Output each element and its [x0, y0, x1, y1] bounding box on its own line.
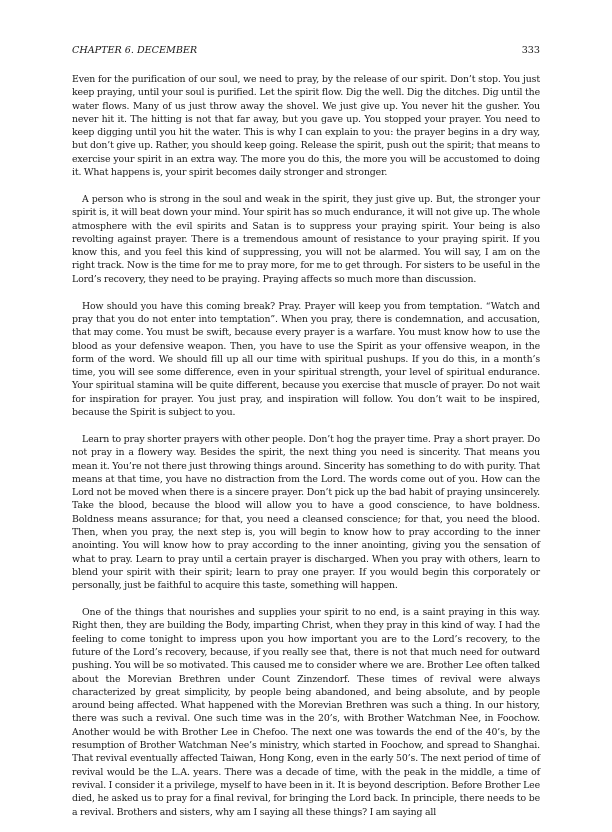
page: [72, 44, 540, 832]
paragraph: A person who is strong in the soul and weak in the spirit, they just give up. But, the stronger your spirit is, it will beat down your mind. Your spirit has so much endurance, it will not give up. The whole atmosphere with the evil spirits and Satan is to suppress your praying spirit. Your being is also revolting against prayer. There is a tremendous amount of resistance to your praying spirit. If you know this, and you feel this kind of suppressing, you will not be alarmed. You will say, I am on the right track. Now is the time for me to pray more, for me to get through. For sisters to be useful in the Lord’s recovery, they need to be praying. Praying affects so much more than discussion.: [72, 193, 540, 285]
chapter-title: CHAPTER 6. DECEMBER: [72, 45, 198, 56]
paragraph: One of the things that nourishes and supplies your spirit to no end, is a saint praying in this way. Right then, they are building the Body, imparting Christ, when they pray in this kind of way. I had the feeling to come tonight to impress upon you how important you are to the Lord’s recovery, to the future of the Lord’s recovery, because, if you really see that, there is not that much need for outward pushing. You will be so motivated. This caused me to consider where we are. Brother Lee often talked about the Morevian Brethren under Count Zinzendorf. These times of revival were always characterized by great simplicity, by people being abandoned, and being absolute, and by people around being affected. What happened with the Morevian Brethren was such a thing. In our history, there was such a revival. One such time was in the 20’s, with Brother Watchman Nee, in Foochow. Another would be with Brother Lee in Chefoo. The next one was towards the end of the 40’s, by the resumption of Brother Watchman Nee’s ministry, which started in Foochow, and spread to Shanghai. That revival eventually affected Taiwan, Hong Kong, even in the early 50’s. The next period of time of revival would be the L.A. years. There was a decade of time, with the peak in the middle, a time of revival. I consider it a privilege, myself to have been in it. It is beyond description. Before Brother Lee died, he asked us to pray for a final revival, for bringing the Lord back. In principle, there needs to be a revival. Brothers and sisters, why am I saying all these things? I am saying all: [72, 607, 540, 818]
page-body: [72, 73, 540, 819]
running-header: [72, 44, 540, 57]
paragraph: Even for the purification of our soul, we need to pray, by the release of our spirit. Don’t stop. You just keep praying, until your soul is purified. Let the spirit flow. Dig the well. Dig the ditches. Dig until the water flows. Many of us just throw away the shovel. We just give up. You never hit the gusher. You never hit it. The hitting is not that far away, but you gave up. You stopped your prayer. You need to keep digging until you hit the water. This is why I can explain to you: the prayer begins in a dry way, but don’t give up. Rather, you should keep going. Release the spirit, push out the spirit; that means to exercise your spirit in an extra way. The more you do this, the more you will be accustomed to doing it. What happens is, your spirit becomes daily stronger and stronger.: [72, 74, 540, 179]
paragraph: How should you have this coming break? Pray. Prayer will keep you from temptation. “Watch and pray that you do not enter into temptation”. When you pray, there is condemnation, and accusation, that may come. You must be swift, because every prayer is a warfare. You must know how to use the blood as your defensive weapon. Then, you have to use the Spirit as your offensive weapon, in the form of the word. We should fill up all our time with spiritual pushups. If you do this, in a month’s time, you will see some difference, even in your spiritual strength, your level of spiritual endurance. Your spiritual stamina will be quite different, because you exercise that muscle of prayer. Do not wait for inspiration for prayer. You just pray, and inspiration will follow. You don’t wait to be inspired, because the Spirit is subject to you.: [72, 300, 540, 419]
paragraph: Learn to pray shorter prayers with other people. Don’t hog the prayer time. Pray a short prayer. Do not pray in a flowery way. Besides the spirit, the next thing you need is sincerity. That means you mean it. You’re not there just throwing things around. Sincerity has something to do with purity. That means at that time, you have no distraction from the Lord. The words come out of you. How can the Lord not be moved when there is a sincere prayer. Don’t pick up the bad habit of praying unsincerely. Take the blood, because the blood will allow you to have a good conscience, to have boldness. Boldness means assurance; for that, you need a cleansed conscience; for that, you need the blood. Then, when you pray, the next step is, you will begin to know how to pray according to the inner anointing. You will know how to pray according to the inner anointing, giving you the sensation of what to pray. Learn to pray until a certain prayer is discharged. When you pray with others, learn to blend your spirit with their spirit; learn to pray one prayer. If you would begin this corporately or personally, just be faithful to acquire this taste, something will happen.: [72, 433, 540, 592]
page-number: 333: [521, 45, 540, 56]
